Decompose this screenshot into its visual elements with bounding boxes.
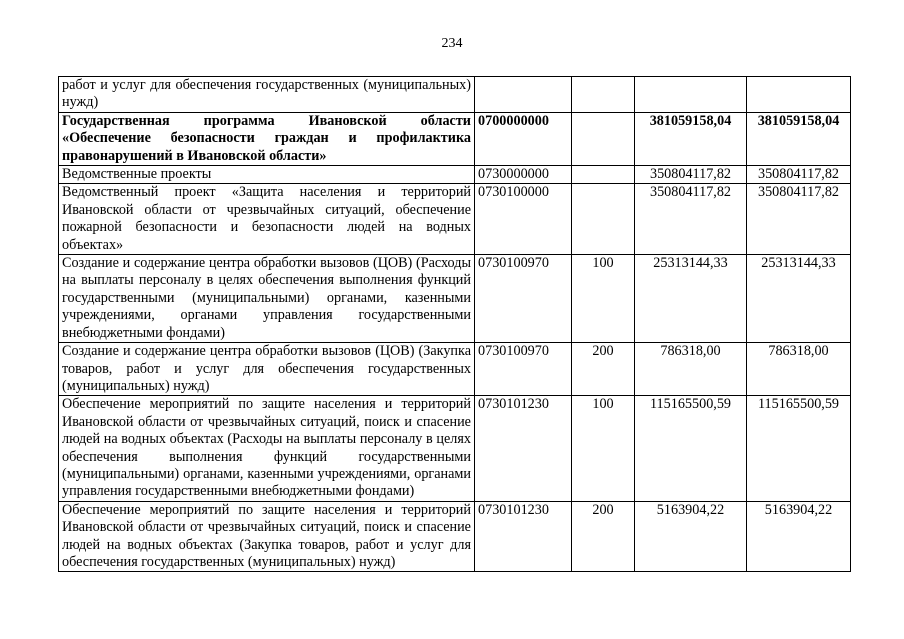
amount-first-year-cell: 5163904,22 <box>635 501 747 572</box>
row-name-cell: Обеспечение мероприятий по защите населения и территорий Ивановской области от чрезвычайных ситуаций, поиск и спасение людей на водных объектах (Закупка товаров, работ и услуг для обеспечения государственных (муниципальных) нужд) <box>59 501 475 572</box>
row-name-cell: Ведомственные проекты <box>59 166 475 184</box>
amount-first-year-cell: 25313144,33 <box>635 255 747 343</box>
target-article-code-cell: 0730101230 <box>475 501 572 572</box>
row-name-cell: Обеспечение мероприятий по защите населения и территорий Ивановской области от чрезвычайных ситуаций, поиск и спасение людей на водных объектах (Расходы на выплаты персоналу в целях обеспечения выполнения функций государственными (муниципальными) органами, казенными учреждениями, органами управления государственными внебюджетными фондами) <box>59 396 475 501</box>
expense-type-cell: 100 <box>572 396 635 501</box>
table-row <box>59 501 851 572</box>
amount-first-year-cell: 115165500,59 <box>635 396 747 501</box>
target-article-code-cell: 0730100000 <box>475 184 572 255</box>
expense-type-cell <box>572 184 635 255</box>
row-name-cell: Ведомственный проект «Защита населения и территорий Ивановской области от чрезвычайных ситуаций, обеспечение пожарной безопасности и безопасности людей на водных объектах» <box>59 184 475 255</box>
expense-type-cell: 100 <box>572 255 635 343</box>
row-name-cell: Создание и содержание центра обработки вызовов (ЦОВ) (Закупка товаров, работ и услуг для обеспечения государственных (муниципальных) нужд) <box>59 343 475 396</box>
amount-first-year-cell: 350804117,82 <box>635 166 747 184</box>
amount-second-year-cell: 786318,00 <box>747 343 851 396</box>
row-name-cell: работ и услуг для обеспечения государственных (муниципальных) нужд) <box>59 77 475 113</box>
target-article-code-cell: 0700000000 <box>475 112 572 165</box>
expense-type-cell <box>572 166 635 184</box>
amount-second-year-cell: 115165500,59 <box>747 396 851 501</box>
row-name-cell: Государственная программа Ивановской области «Обеспечение безопасности граждан и профилактика правонарушений в Ивановской области» <box>59 112 475 165</box>
amount-second-year-cell: 350804117,82 <box>747 166 851 184</box>
amount-second-year-cell: 381059158,04 <box>747 112 851 165</box>
page-number: 234 <box>441 36 463 51</box>
expense-type-cell <box>572 112 635 165</box>
amount-second-year-cell: 5163904,22 <box>747 501 851 572</box>
table-row <box>59 112 851 165</box>
target-article-code-cell: 0730100970 <box>475 343 572 396</box>
expense-type-cell: 200 <box>572 501 635 572</box>
amount-first-year-cell: 786318,00 <box>635 343 747 396</box>
amount-second-year-cell <box>747 77 851 113</box>
amount-second-year-cell: 25313144,33 <box>747 255 851 343</box>
amount-first-year-cell <box>635 77 747 113</box>
table-row <box>59 343 851 396</box>
budget-table <box>58 76 851 572</box>
target-article-code-cell: 0730101230 <box>475 396 572 501</box>
table-row <box>59 166 851 184</box>
target-article-code-cell: 0730100970 <box>475 255 572 343</box>
table-row <box>59 184 851 255</box>
table-row <box>59 396 851 501</box>
target-article-code-cell: 0730000000 <box>475 166 572 184</box>
table-row <box>59 77 851 113</box>
table-row <box>59 255 851 343</box>
target-article-code-cell <box>475 77 572 113</box>
amount-first-year-cell: 381059158,04 <box>635 112 747 165</box>
row-name-cell: Создание и содержание центра обработки вызовов (ЦОВ) (Расходы на выплаты персоналу в целях обеспечения выполнения функций государственными (муниципальными) органами, казенными учреждениями, органами управления государственными внебюджетными фондами) <box>59 255 475 343</box>
expense-type-cell: 200 <box>572 343 635 396</box>
expense-type-cell <box>572 77 635 113</box>
amount-first-year-cell: 350804117,82 <box>635 184 747 255</box>
amount-second-year-cell: 350804117,82 <box>747 184 851 255</box>
